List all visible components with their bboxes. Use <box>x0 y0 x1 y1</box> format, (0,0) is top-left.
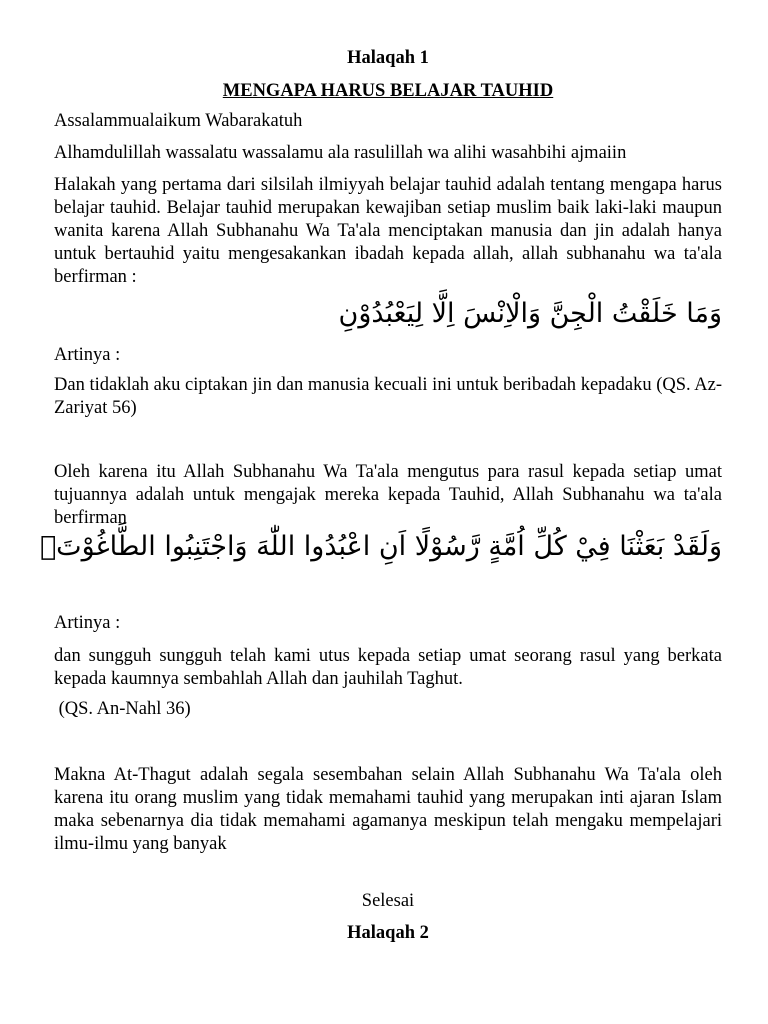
verse-2-translation: dan sungguh sungguh telah kami utus kepada setiap umat seorang rasul yang berkata kepada kaumnya sembahlah Allah dan jauhilah Taghut. <box>54 646 722 689</box>
document-title: Halaqah 1 <box>347 48 429 68</box>
artinya-label-2: Artinya : <box>54 613 121 633</box>
verse-2-arabic: وَلَقَدْ بَعَثْنَا فِيْ كُلِّ اُمَّةٍ رَّسُوْلًا اَنِ اعْبُدُوا اللّٰهَ وَاجْتَنِبُوا الطَّاغُوْتَۚ <box>39 531 722 562</box>
closing-text: Selesai <box>361 891 415 911</box>
artinya-label-1: Artinya : <box>54 345 121 365</box>
paragraph-3: Makna At-Thagut adalah segala sesembahan selain Allah Subhanahu Wa Ta'ala oleh karena itu orang muslim yang tidak memahami tauhid yang merupakan inti ajaran Islam maka sebenarnya dia tidak memahami agamanya meskipun telah mengaku mempelajari ilmu-ilmu yang banyak <box>54 765 722 854</box>
document-subtitle <box>54 80 722 103</box>
paragraph-2: Oleh karena itu Allah Subhanahu Wa Ta'ala mengutus para rasul kepada setiap umat tujuannya adalah untuk mengajak mereka kepada Tauhid, Allah Subhanahu wa ta'ala berfirman <box>54 462 722 528</box>
opening-line: Alhamdulillah wassalatu wassalamu ala rasulillah wa alihi wasahbihi ajmaiin <box>54 143 627 163</box>
verse-2-reference: (QS. An-Nahl 36) <box>54 699 191 719</box>
paragraph-1: Halakah yang pertama dari silsilah ilmiyyah belajar tauhid adalah tentang mengapa harus belajar tauhid. Belajar tauhid merupakan kewajiban setiap muslim baik laki-laki maupun wanita karena Allah Subhanahu Wa Ta'ala menciptakan manusia dan jin adalah hanya untuk bertauhid yaitu mengesakankan ibadah kepada allah, allah subhanahu wa ta'ala berfirman : <box>54 175 722 287</box>
verse-1-translation: Dan tidaklah aku ciptakan jin dan manusia kecuali ini untuk beribadah kepadaku (QS. Az-Zariyat 56) <box>54 375 722 418</box>
next-section-title: Halaqah 2 <box>347 923 429 943</box>
verse-1-arabic: وَمَا خَلَقْتُ الْجِنَّ وَالْاِنْسَ اِلَّا لِيَعْبُدُوْنِ <box>338 298 722 329</box>
greeting-line: Assalammualaikum Wabarakatuh <box>54 111 303 131</box>
document-subtitle-text: MENGAPA HARUS BELAJAR TAUHID <box>222 81 554 101</box>
